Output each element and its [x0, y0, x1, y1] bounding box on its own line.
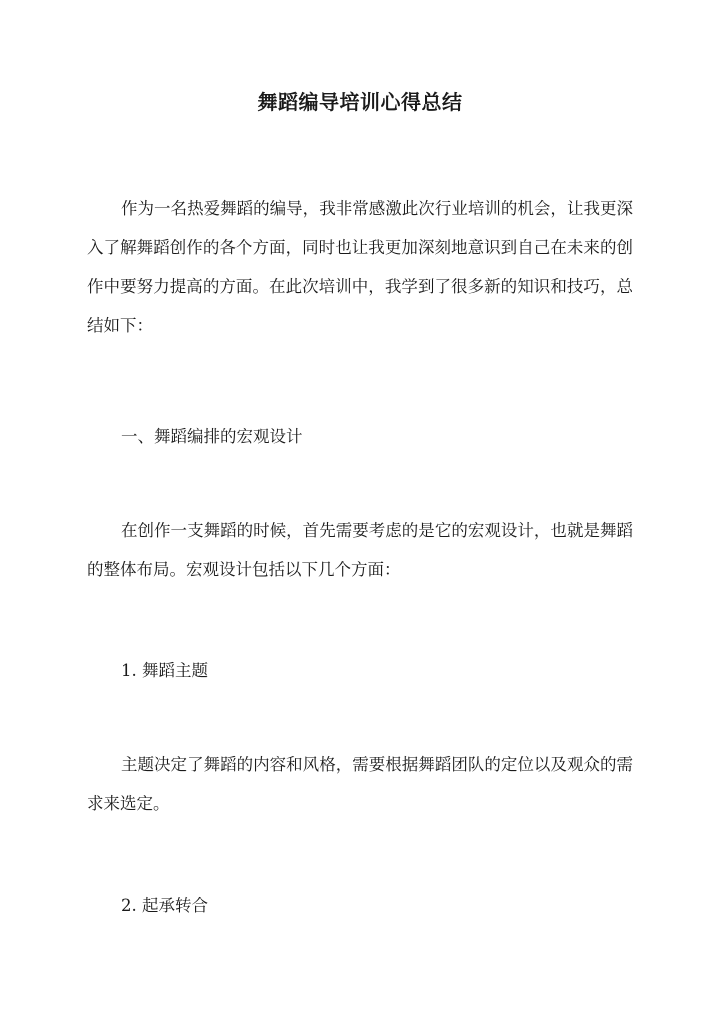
subheading-dance-theme: 1. 舞蹈主题 [121, 661, 208, 680]
subheading-structure: 2. 起承转合 [121, 896, 208, 915]
dance-theme-paragraph: 主题决定了舞蹈的内容和风格，需要根据舞蹈团队的定位以及观众的需求来选定。 [87, 755, 633, 813]
document-title: 舞蹈编导培训心得总结 [257, 90, 463, 114]
section-heading-macro-design: 一、舞蹈编排的宏观设计 [121, 427, 303, 446]
intro-paragraph: 作为一名热爱舞蹈的编导，我非常感激此次行业培训的机会，让我更深入了解舞蹈创作的各个方面，同时也让我更加深刻地意识到自己在未来的创作中要努力提高的方面。在此次培训中，我学到了很多新的知识和技巧，总结如下： [87, 199, 633, 335]
macro-design-paragraph: 在创作一支舞蹈的时候，首先需要考虑的是它的宏观设计，也就是舞蹈的整体布局。宏观设计包括以下几个方面： [87, 521, 633, 579]
